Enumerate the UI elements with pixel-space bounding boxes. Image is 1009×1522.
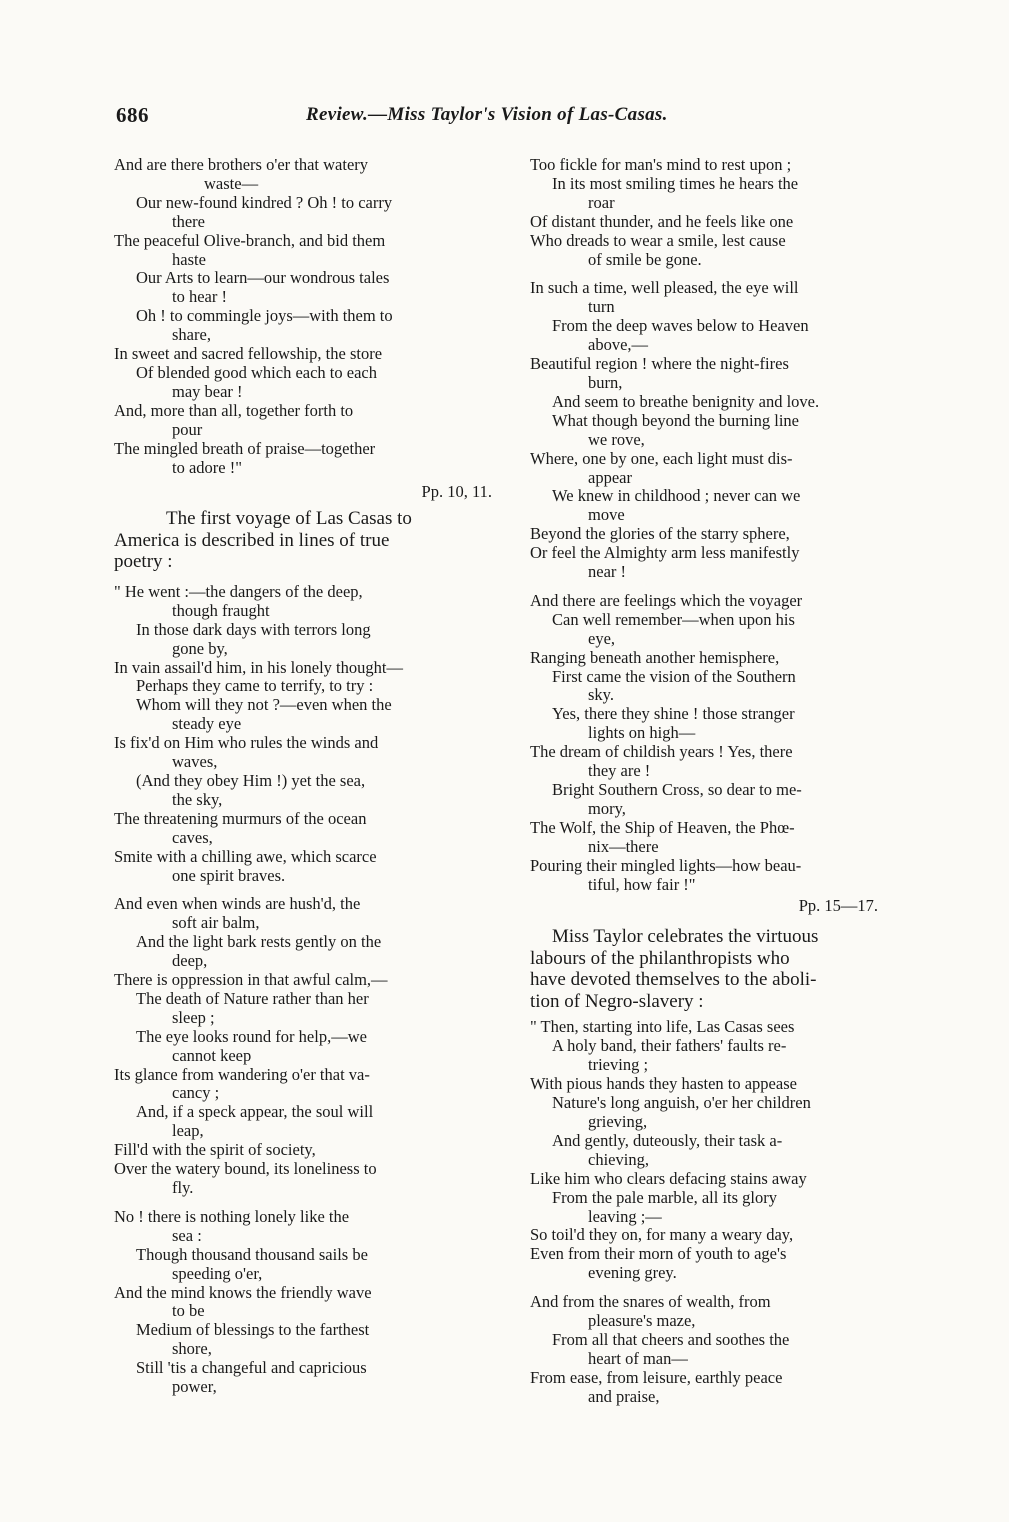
- verse-line: And from the snares of wealth, from: [530, 1292, 771, 1312]
- verse-line: Our new-found kindred ? Oh ! to carry: [136, 192, 393, 212]
- verse-line: of smile be gone.: [588, 249, 702, 269]
- verse-line: cancy ;: [172, 1083, 220, 1103]
- verse-line: And the light bark rests gently on the: [136, 932, 382, 952]
- prose-line: poetry :: [114, 551, 173, 573]
- verse-line: eye,: [588, 628, 616, 648]
- verse-line: In such a time, well pleased, the eye will: [530, 278, 799, 298]
- verse-line: The death of Nature rather than her: [136, 988, 369, 1008]
- verse-line: Who dreads to wear a smile, lest cause: [530, 230, 786, 250]
- verse-line: No ! there is nothing lonely like the: [114, 1206, 350, 1226]
- prose-line: America is described in lines of true: [114, 529, 390, 551]
- verse-line: nix—there: [588, 836, 659, 856]
- verse-line: " He went :—the dangers of the deep,: [114, 581, 363, 601]
- verse-line: the sky,: [172, 789, 223, 809]
- verse-line: power,: [172, 1377, 217, 1397]
- verse-line: And gently, duteously, their task a-: [552, 1130, 783, 1150]
- verse-line: and praise,: [588, 1386, 660, 1406]
- left-column: [114, 156, 510, 1397]
- verse-line: There is oppression in that awful calm,—: [114, 970, 388, 990]
- verse-line: steady eye: [172, 714, 242, 734]
- verse-line: And are there brothers o'er that watery: [114, 155, 369, 174]
- verse-line: In vain assail'd him, in his lonely thought—: [114, 657, 403, 677]
- verse-line: near !: [588, 562, 627, 582]
- verse-line: leaving ;—: [588, 1206, 662, 1226]
- verse-line: grieving,: [588, 1111, 648, 1131]
- page-number: 686: [116, 103, 149, 127]
- verse-line: Nature's long anguish, o'er her children: [552, 1093, 811, 1113]
- verse-line: Perhaps they came to terrify, to try :: [136, 676, 374, 696]
- verse-line: tiful, how fair !": [588, 874, 696, 894]
- verse-line: Even from their morn of youth to age's: [530, 1244, 787, 1264]
- verse-line: cannot keep: [172, 1045, 252, 1065]
- verse-line: And the mind knows the friendly wave: [114, 1282, 372, 1302]
- verse-line: So toil'd they on, for many a weary day,: [530, 1225, 794, 1245]
- verse-line: Beyond the glories of the starry sphere,: [530, 524, 790, 544]
- verse-line: pour: [172, 419, 203, 439]
- verse-line: appear: [588, 467, 632, 487]
- verse-stanza: [114, 895, 510, 1198]
- verse-stanza: [530, 1018, 896, 1283]
- verse-line: The peaceful Olive-branch, and bid them: [114, 230, 386, 250]
- verse-line: shore,: [172, 1339, 212, 1359]
- verse-line: waves,: [172, 752, 218, 772]
- verse-stanza: [114, 156, 510, 477]
- verse-line: one spirit braves.: [172, 865, 286, 885]
- prose-line: The first voyage of Las Casas to: [166, 508, 412, 530]
- verse-line: to hear !: [172, 287, 227, 307]
- verse-line: From the deep waves below to Heaven: [552, 316, 809, 336]
- verse-line: speeding o'er,: [172, 1263, 263, 1283]
- verse-line: From ease, from leisure, earthly peace: [530, 1367, 783, 1387]
- verse-line: mory,: [588, 798, 626, 818]
- verse-line: Where, one by one, each light must dis-: [530, 448, 793, 468]
- verse-line: Its glance from wandering o'er that va-: [114, 1064, 370, 1084]
- verse-line: Still 'tis a changeful and capricious: [136, 1358, 367, 1378]
- prose-line: Miss Taylor celebrates the virtuous: [552, 926, 819, 948]
- verse-line: Over the watery bound, its loneliness to: [114, 1159, 377, 1179]
- verse-line: gone by,: [172, 638, 228, 658]
- verse-line: Beautiful region ! where the night-fires: [530, 354, 789, 374]
- verse-line: Or feel the Almighty arm less manifestly: [530, 543, 800, 563]
- verse-line: Medium of blessings to the farthest: [136, 1320, 370, 1340]
- verse-stanza: [530, 1293, 896, 1406]
- verse-line: pleasure's maze,: [588, 1311, 696, 1331]
- verse-line: leap,: [172, 1121, 204, 1141]
- verse-line: Though thousand thousand sails be: [136, 1244, 368, 1264]
- verse-line: soft air balm,: [172, 913, 260, 933]
- verse-line: Too fickle for man's mind to rest upon ;: [530, 155, 792, 174]
- verse-line: The threatening murmurs of the ocean: [114, 808, 367, 828]
- verse-line: " Then, starting into life, Las Casas sees: [530, 1017, 795, 1037]
- verse-line: Of blended good which each to each: [136, 362, 377, 382]
- verse-stanza: [114, 1208, 510, 1397]
- verse-line: From the pale marble, all its glory: [552, 1187, 777, 1207]
- verse-stanza: [114, 583, 510, 886]
- verse-line: The dream of childish years ! Yes, there: [530, 742, 793, 762]
- verse-line: waste—: [204, 173, 259, 193]
- verse-line: And, if a speck appear, the soul will: [136, 1102, 374, 1122]
- verse-line: trieving ;: [588, 1055, 649, 1075]
- verse-line: Like him who clears defacing stains away: [530, 1168, 807, 1188]
- verse-line: caves,: [172, 827, 213, 847]
- prose-paragraph: [114, 508, 510, 573]
- verse-line: fly.: [172, 1178, 194, 1197]
- verse-line: haste: [172, 249, 206, 269]
- verse-line: Oh ! to commingle joys—with them to: [136, 306, 393, 326]
- verse-line: roar: [588, 192, 615, 212]
- prose-paragraph: [530, 926, 896, 1012]
- verse-line: In those dark days with terrors long: [136, 619, 371, 639]
- verse-line: move: [588, 505, 625, 525]
- verse-line: Yes, there they shine ! those stranger: [552, 704, 795, 724]
- verse-line: Of distant thunder, and he feels like one: [530, 211, 794, 231]
- verse-line: above,—: [588, 335, 649, 355]
- verse-line: heart of man—: [588, 1348, 688, 1368]
- verse-line: First came the vision of the Southern: [552, 666, 796, 686]
- verse-line: A holy band, their fathers' faults re-: [552, 1036, 787, 1056]
- verse-line: Bright Southern Cross, so dear to me-: [552, 780, 802, 799]
- verse-line: The Wolf, the Ship of Heaven, the Phœ-: [530, 817, 795, 837]
- verse-line: they are !: [588, 761, 651, 781]
- verse-line: there: [172, 211, 205, 231]
- verse-line: The mingled breath of praise—together: [114, 438, 376, 458]
- verse-line: Ranging beneath another hemisphere,: [530, 647, 780, 667]
- running-title: Review.—Miss Taylor's Vision of Las-Casas.: [306, 104, 668, 125]
- verse-line: Smite with a chilling awe, which scarce: [114, 846, 377, 866]
- prose-line: have devoted themselves to the aboli-: [530, 969, 817, 991]
- verse-line: lights on high—: [588, 723, 696, 743]
- verse-line: And there are feelings which the voyager: [530, 590, 803, 610]
- verse-stanza: [530, 279, 896, 582]
- verse-line: With pious hands they hasten to appease: [530, 1074, 797, 1094]
- verse-line: to be: [172, 1301, 205, 1321]
- verse-line: sleep ;: [172, 1007, 215, 1027]
- verse-line: burn,: [588, 372, 623, 392]
- prose-line: tion of Negro-slavery :: [530, 990, 704, 1012]
- verse-line: evening grey.: [588, 1263, 677, 1283]
- citation: Pp. 15—17.: [798, 896, 878, 916]
- verse-line: sky.: [588, 685, 614, 705]
- verse-line: And even when winds are hush'd, the: [114, 894, 361, 914]
- verse-line: may bear !: [172, 381, 243, 401]
- verse-line: In its most smiling times he hears the: [552, 173, 799, 193]
- verse-line: chieving,: [588, 1149, 649, 1169]
- right-column: [530, 156, 896, 1407]
- verse-line: What though beyond the burning line: [552, 410, 799, 430]
- verse-line: Whom will they not ?—even when the: [136, 695, 392, 715]
- verse-line: Pouring their mingled lights—how beau-: [530, 855, 802, 875]
- verse-line: Fill'd with the spirit of society,: [114, 1140, 316, 1160]
- verse-line: turn: [588, 297, 615, 317]
- verse-line: And seem to breathe benignity and love.: [552, 391, 820, 411]
- verse-line: And, more than all, together forth to: [114, 400, 354, 420]
- verse-line: to adore !": [172, 457, 242, 477]
- verse-line: The eye looks round for help,—we: [136, 1026, 367, 1046]
- verse-line: Is fix'd on Him who rules the winds and: [114, 733, 379, 753]
- verse-line: sea :: [172, 1225, 202, 1245]
- verse-line: Can well remember—when upon his: [552, 609, 795, 629]
- verse-line: From all that cheers and soothes the: [552, 1329, 790, 1349]
- verse-line: share,: [172, 325, 211, 345]
- verse-stanza: [530, 592, 896, 895]
- verse-line: Our Arts to learn—our wondrous tales: [136, 268, 390, 288]
- verse-line: though fraught: [172, 600, 270, 620]
- verse-line: deep,: [172, 951, 208, 971]
- verse-line: we rove,: [588, 429, 645, 449]
- citation: Pp. 10, 11.: [421, 482, 492, 502]
- running-header: [116, 103, 892, 133]
- prose-line: labours of the philanthropists who: [530, 947, 790, 969]
- verse-stanza: [530, 156, 896, 269]
- verse-line: (And they obey Him !) yet the sea,: [136, 770, 366, 790]
- verse-line: We knew in childhood ; never can we: [552, 486, 801, 506]
- verse-line: In sweet and sacred fellowship, the store: [114, 344, 383, 364]
